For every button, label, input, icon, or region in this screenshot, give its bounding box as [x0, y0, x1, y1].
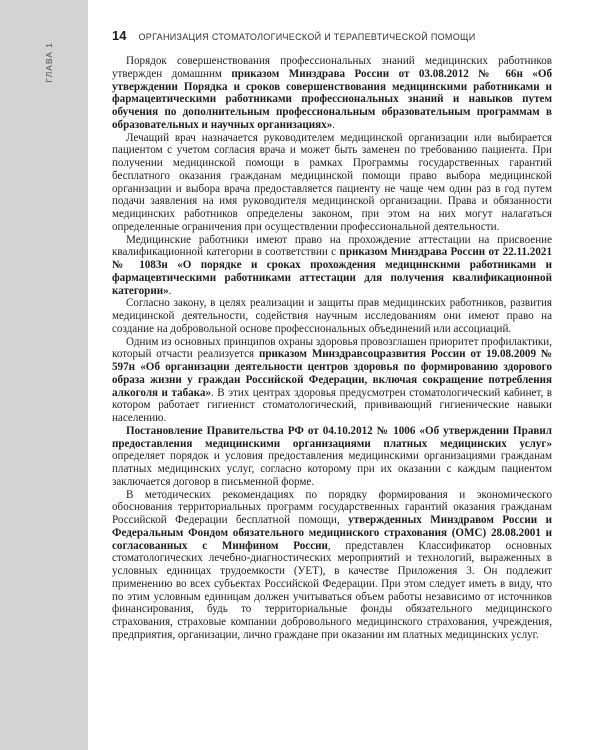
paragraph-text: Лечащий врач назначается руководителем медицинской организации или выбирается пациентом с учетом согласия врача и может быть заменен по требованию пациента. При получении медицинской помощи в рамках Программы государственных гарантий бесплатного оказания гражданам медицинской помощи право выбора медицинской организации и выбора врача предоставляется пациенту не чаще чем один раз в год путем подачи заявления на имя руководителя медицинской организации. Права и обязанности медицинских работников определены законом, при этом на них могут налагаться определенные ограничения при осуществлении профессиональной деятельности. — [112, 131, 552, 233]
legal-reference: приказом Минздрава России от 22.11.2021 № 1083н «О порядке и сроках прохождения медицинскими работниками и фармацевтическими работниками аттестации для получения квалификационной категории» — [112, 246, 552, 297]
paragraph-qualification-order — [112, 55, 552, 132]
running-title: ОРГАНИЗАЦИЯ СТОМАТОЛОГИЧЕСКОЙ И ТЕРАПЕВТИЧЕСКОЙ ПОМОЩИ — [138, 32, 476, 42]
paragraph-text: Согласно закону, в целях реализации и защиты прав медицинских работников, развития медицинской деятельности, содействия научным исследованиям они имеют право на создание на добровольной основе профессиональных объединений или ассоциаций. — [112, 297, 552, 335]
chapter-label: ГЛАВА 1 — [44, 42, 54, 83]
paragraph-associations — [112, 297, 552, 335]
paragraph-text: Порядок совершенствования профессиональных знаний медицинских работников утвержден домашним — [112, 55, 552, 80]
legal-reference: приказом Минздрава России от 03.08.2012 № 66н «Об утверждении Порядка и сроков совершенствования медицинскими работниками и фармацевтическими работниками профессиональных знаний и навыков путем обучения по дополнительным профессиональным образовательным программам в образовательных и научных организациях» — [112, 67, 552, 131]
paragraph-attending-doctor — [112, 132, 552, 234]
paragraph-text: . — [332, 118, 336, 131]
paragraph-text: Медицинские работники имеют право на прохождение аттестации на присвоение квалификационной категории в соответствии с — [112, 233, 552, 259]
page-number: 14 — [112, 28, 127, 43]
paragraph-health-centers — [112, 336, 552, 425]
paragraph-text: . В этих центрах здоровья предусмотрен стоматологический кабинет, в котором работает гигиенист стоматологический, прививающий гигиенические навыки населению. — [112, 386, 553, 424]
paragraph-attestation — [112, 234, 552, 298]
paragraph-uet-classifier — [112, 489, 552, 642]
chapter-side-tab — [0, 0, 88, 750]
main-text — [112, 55, 552, 642]
paragraph-text: В методических рекомендациях по порядку формирования и экономического обоснования территориальных программ государственных гарантий оказания гражданам Российской Федерации бесплатной помощи, — [112, 488, 552, 526]
page-header — [112, 28, 552, 46]
paragraph-paid-services — [112, 425, 552, 489]
paragraph-text: Одним из основных принципов охраны здоровья провозглашен приоритет профилактики, который отчасти реализуется — [112, 335, 552, 361]
paragraph-text: определяет порядок и условия предоставления медицинскими организациями гражданам платных медицинских услуг, согласно которому при их оказании с каждым пациентом заключается договор в письменной форме. — [112, 450, 552, 488]
legal-reference: Постановление Правительства РФ от 04.10.2012 № 1006 «Об утверждении Правил предоставления медицинскими организациями платных медицинских услуг» — [112, 424, 552, 450]
legal-reference: приказом Минздравсоцразвития России от 19.08.2009 № 597н «Об организации деятельности центров здоровья по формированию здорового образа жизни у граждан Российской Федерации, включая сокращение потребления алкоголя и табака» — [112, 348, 552, 399]
paragraph-text: . — [168, 284, 172, 297]
paragraph-text: , представлен Классификатор основных стоматологических лечебно-диагностических мероприятий и технологий, выраженных в условных единицах трудоемкости (УЕТ), в качестве Приложения 3. Он подлежит применению во всех субъектах Российской Федерации. При этом следует иметь в виду, что по этим условным единицам должен учитываться объем работы независимо от источников финансирования, будь то территориальные фонды обязательного медицинского страхования, страховые компании добровольного медицинского страхования, учреждения, предприятия, организации, лично граждане при оказании им платных медицинских услуг. — [112, 539, 552, 641]
legal-reference: утвержденных Минздравом России и Федеральным Фондом обязательного медицинского страхования (ОМС) 28.08.2001 и согласованных с Минфином России — [112, 514, 552, 552]
